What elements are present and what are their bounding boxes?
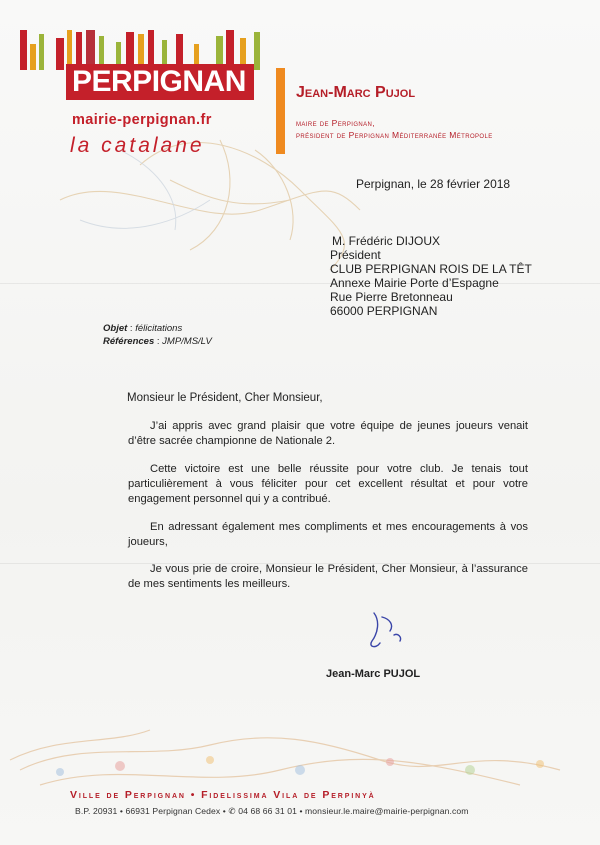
- mayor-title-line: président de Perpignan Méditerranée Métropole: [296, 130, 493, 140]
- addressee-line: Annexe Mairie Porte d’Espagne: [330, 276, 499, 290]
- footer-po-box: B.P. 20931: [75, 806, 118, 816]
- references-value: JMP/MS/LV: [162, 336, 212, 347]
- footer-contact: B.P. 20931 • 66931 Perpignan Cedex • ✆ 04 68 66 31 01 • monsieur.le.maire@mairie-perpignan.com: [75, 806, 469, 816]
- signer-name: Jean-Marc PUJOL: [326, 668, 421, 680]
- letter-meta: [103, 322, 212, 348]
- letterhead-divider: [276, 68, 285, 154]
- object-line: Objet : félicitations: [103, 323, 183, 334]
- footer-banner: Ville de Perpignan • Fidelissima Vila de Perpinyà: [70, 789, 376, 801]
- mayor-title: [296, 117, 493, 141]
- references-line: Références : JMP/MS/LV: [103, 336, 212, 347]
- footer-phone: 04 68 66 31 01: [238, 806, 297, 816]
- body-paragraph: Cette victoire est une belle réussite pour votre club. Je tenais tout particulièrement à vous féliciter pour cet excellent résultat et pour votre engagement personnel qui y a contribué.: [128, 463, 528, 505]
- addressee-line: M. Frédéric DIJOUX: [332, 234, 441, 248]
- salutation: Monsieur le Président, Cher Monsieur,: [127, 392, 323, 404]
- phone-icon: ✆: [228, 806, 239, 816]
- handwritten-signature: [360, 607, 420, 657]
- body-paragraph: En adressant également mes compliments et mes encouragements à vos joueurs,: [128, 521, 528, 548]
- body-paragraph: Je vous prie de croire, Monsieur le Président, Cher Monsieur, à l’assurance de mes sentiments les meilleurs.: [128, 563, 528, 590]
- addressee-line: CLUB PERPIGNAN ROIS DE LA TÊT: [330, 262, 532, 276]
- logo-website: mairie-perpignan.fr: [72, 112, 212, 128]
- logo-tagline: la catalane: [70, 134, 205, 157]
- body-paragraph: J’ai appris avec grand plaisir que votre équipe de jeunes joueurs venait d’être sacrée championne de Nationale 2.: [128, 420, 528, 447]
- object-label: Objet: [103, 323, 128, 334]
- references-label: Références: [103, 336, 155, 347]
- letter-date: Perpignan, le 28 février 2018: [356, 177, 511, 191]
- object-value: félicitations: [135, 323, 183, 334]
- addressee-block: [330, 234, 532, 318]
- mayor-name: Jean-Marc Pujol: [296, 84, 416, 101]
- logo-wordmark: PERPIGNAN: [66, 64, 254, 100]
- addressee-line: 66000 PERPIGNAN: [330, 304, 438, 318]
- addressee-line: Président: [330, 248, 381, 262]
- footer-postal-address: 66931 Perpignan Cedex: [125, 806, 221, 816]
- footer-email: monsieur.le.maire@mairie-perpignan.com: [305, 806, 469, 816]
- mayor-title-line: maire de Perpignan,: [296, 118, 376, 128]
- addressee-line: Rue Pierre Bretonneau: [330, 290, 453, 304]
